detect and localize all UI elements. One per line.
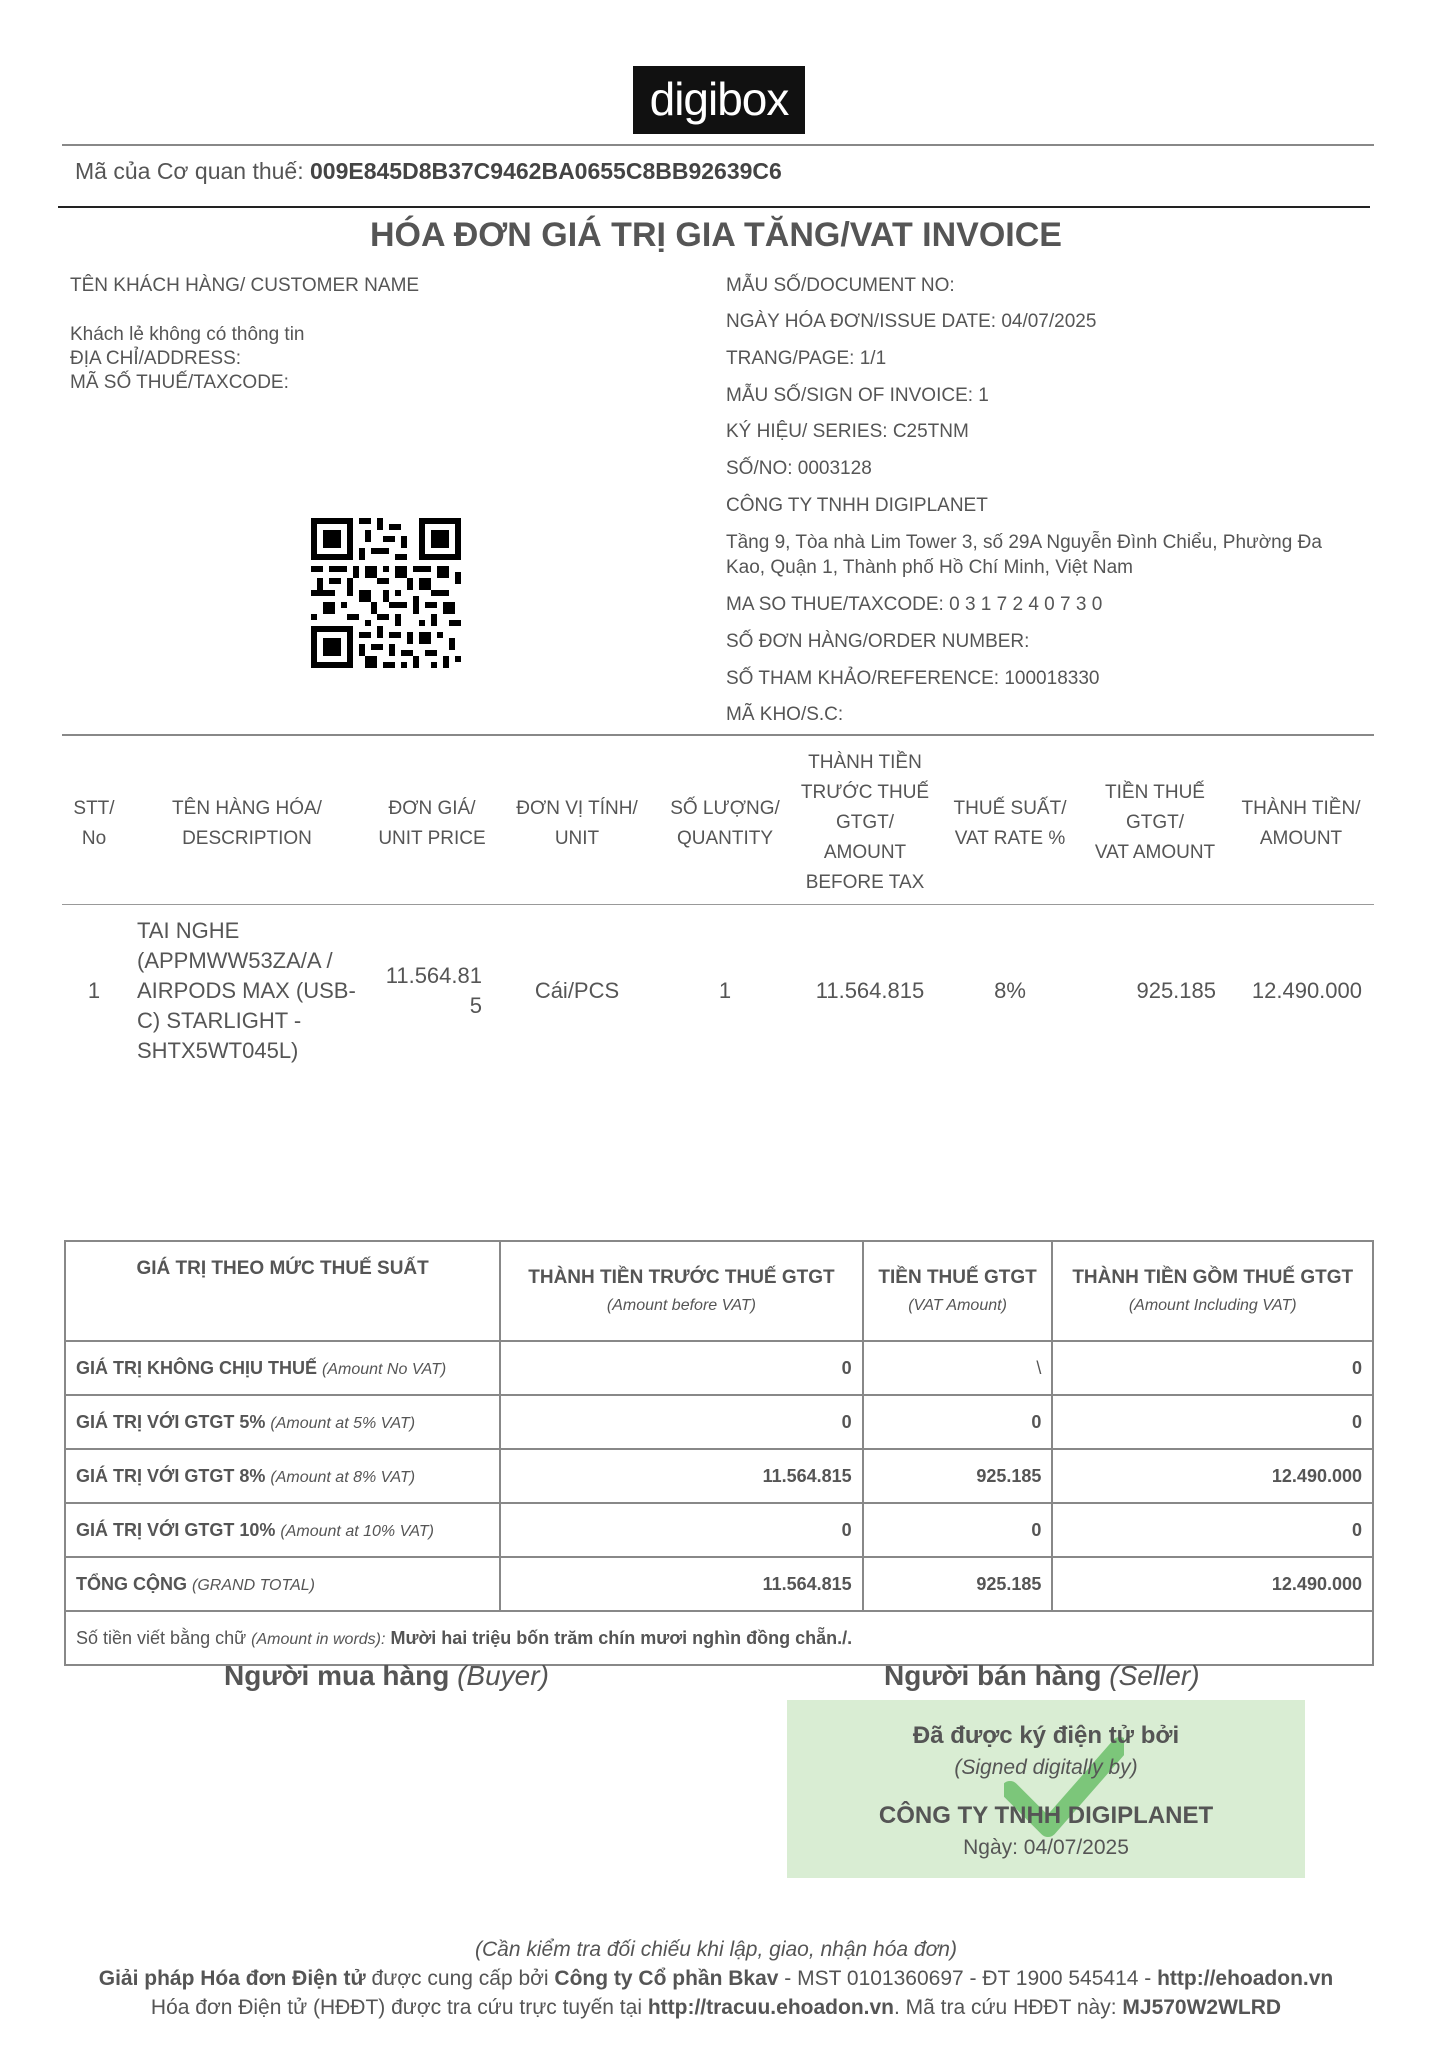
seller-taxcode: MA SO THUE/TAXCODE: 0 3 1 7 2 4 0 7 3 0 (726, 594, 1103, 615)
tax-authority-code (75, 158, 782, 185)
signed-by-label-en: (Signed digitally by) (954, 1756, 1138, 1779)
divider (62, 734, 1374, 736)
customer-name-value: Khách lẻ không có thông tin (70, 324, 305, 345)
item-unit: Cái/PCS (534, 978, 620, 1003)
summary-row-label (65, 1557, 500, 1611)
signed-date: Ngày: 04/07/2025 (963, 1836, 1129, 1859)
header-subtitle: (Amount before VAT) (606, 1297, 756, 1314)
summary-before-vat: 11.564.815 (500, 1557, 862, 1611)
item-amount: 12.490.000 (1251, 978, 1362, 1003)
summary-row-label (65, 1395, 500, 1449)
summary-header-row (65, 1241, 1373, 1341)
col-header-amount-before-tax (790, 748, 940, 898)
footer-text: Hóa đơn Điện tử (HĐĐT) được tra cứu trực tuyến tại (150, 1996, 648, 2019)
footer-text: Công ty Cổ phần Bkav (554, 1967, 779, 1990)
item-amount-before-tax: 11.564.815 (815, 978, 925, 1003)
issue-date: NGÀY HÓA ĐƠN/ISSUE DATE: 04/07/2025 (726, 311, 1097, 332)
seller-signature-label (884, 1660, 1200, 1692)
header-line: STT/ (73, 798, 115, 819)
summary-row (65, 1503, 1373, 1557)
header-subtitle: (VAT Amount) (908, 1297, 1007, 1314)
summary-row-label (65, 1503, 500, 1557)
footer-provider (0, 1967, 1432, 1991)
col-header-no (62, 794, 126, 854)
header-subtitle: (Amount Including VAT) (1128, 1297, 1297, 1314)
words-label: Số tiền viết bằng chữ (76, 1627, 247, 1648)
header-line: BEFORE TAX (805, 872, 925, 893)
summary-row (65, 1449, 1373, 1503)
footer-text: - MST 0101360697 - ĐT 1900 545414 - (778, 1967, 1158, 1990)
warehouse-code: MÃ KHO/S.C: (726, 704, 844, 725)
summary-including-vat: 0 (1052, 1395, 1373, 1449)
tax-authority-value: 009E845D8B37C9462BA0655C8BB92639C6 (310, 158, 782, 184)
row-label: GIÁ TRỊ VỚI GTGT 8% (76, 1465, 266, 1486)
header-line: THÀNH TIỀN (808, 752, 922, 773)
col-header-vat-amount (1080, 778, 1230, 868)
header-line: QUANTITY (676, 828, 774, 849)
summary-before-vat: 0 (500, 1395, 862, 1449)
amount-in-words-row (65, 1611, 1373, 1665)
tracuu-link[interactable]: http://tracuu.ehoadon.vn (647, 1996, 894, 2019)
amount-in-words (65, 1611, 1373, 1665)
col-header-amount (1232, 794, 1370, 854)
words-label-en: (Amount in words): (251, 1630, 386, 1648)
seller-label-en: (Seller) (1109, 1660, 1200, 1691)
summary-row (65, 1395, 1373, 1449)
page-number: TRANG/PAGE: 1/1 (726, 348, 887, 369)
header-line: VAT AMOUNT (1094, 842, 1216, 863)
col-header-description (150, 794, 344, 854)
header-line: GTGT/ (835, 812, 895, 833)
col-header-vat-rate (944, 794, 1076, 854)
col-header-unit-price (370, 794, 494, 854)
row-label: GIÁ TRỊ VỚI GTGT 5% (76, 1411, 266, 1432)
lookup-code: MJ570W2WLRD (1122, 1996, 1282, 2019)
item-vat-rate: 8% (994, 978, 1026, 1003)
seller-address-line-2: Kao, Quận 1, Thành phố Hồ Chí Minh, Việt Nam (726, 557, 1133, 578)
col-header-unit (506, 794, 648, 854)
description-line: (APPMWW53ZA/A / (137, 948, 333, 973)
summary-including-vat: 12.490.000 (1052, 1449, 1373, 1503)
header-title: GIÁ TRỊ THEO MỨC THUẾ SUẤT (136, 1258, 429, 1279)
header-line: DESCRIPTION (182, 828, 312, 849)
summary-header-vat-amount (863, 1241, 1053, 1341)
item-vat-amount: 925.185 (1136, 978, 1216, 1003)
row-label-en: (Amount at 8% VAT) (270, 1468, 416, 1486)
reference-number: SỐ THAM KHẢO/REFERENCE: 100018330 (726, 668, 1100, 689)
summary-vat-amount: 0 (863, 1395, 1053, 1449)
words-value: Mười hai triệu bốn trăm chín mươi nghìn đồng chẵn./. (390, 1627, 853, 1648)
row-label-en: (Amount at 10% VAT) (280, 1522, 434, 1540)
divider (58, 206, 1370, 208)
header-line: AMOUNT (823, 842, 907, 863)
customer-name-label: TÊN KHÁCH HÀNG/ CUSTOMER NAME (70, 275, 420, 296)
header-line: GTGT/ (1125, 812, 1185, 833)
summary-including-vat: 12.490.000 (1052, 1557, 1373, 1611)
divider (62, 904, 1374, 905)
header-line: TRƯỚC THUẾ (800, 782, 930, 803)
customer-taxcode-label: MÃ SỐ THUẾ/TAXCODE: (70, 372, 289, 393)
row-label: TỔNG CỘNG (76, 1573, 187, 1594)
summary-before-vat: 0 (500, 1503, 862, 1557)
header-line: UNIT (554, 828, 600, 849)
description-line: AIRPODS MAX (USB- (137, 978, 356, 1003)
footer-text: Giải pháp Hóa đơn Điện tử (98, 1967, 366, 1990)
unit-price-line: 11.564.81 (385, 963, 482, 988)
qr-code-icon (311, 518, 461, 668)
header-line: ĐƠN VỊ TÍNH/ (516, 798, 638, 819)
summary-including-vat: 0 (1052, 1341, 1373, 1395)
customer-address-label: ĐỊA CHỈ/ADDRESS: (70, 348, 242, 369)
summary-before-vat: 0 (500, 1341, 862, 1395)
seller-address-line-1: Tầng 9, Tòa nhà Lim Tower 3, số 29A Nguyễn Đình Chiểu, Phường Đa (726, 532, 1322, 553)
item-description (137, 916, 367, 1066)
header-line: TÊN HÀNG HÓA/ (172, 798, 322, 819)
header-title: THÀNH TIỀN TRƯỚC THUẾ GTGT (528, 1267, 835, 1288)
col-header-quantity (660, 794, 790, 854)
summary-including-vat: 0 (1052, 1503, 1373, 1557)
row-label-en: (Amount No VAT) (322, 1360, 447, 1378)
header-line: SỐ LƯỢNG/ (670, 798, 780, 819)
sign-of-invoice: MẪU SỐ/SIGN OF INVOICE: 1 (726, 385, 989, 406)
footer-lookup (0, 1996, 1432, 2020)
summary-vat-amount: 925.185 (863, 1449, 1053, 1503)
summary-header-rate (65, 1241, 500, 1341)
seller-label: Người bán hàng (884, 1660, 1102, 1691)
footer-note: (Cần kiểm tra đối chiếu khi lập, giao, nhận hóa đơn) (475, 1938, 957, 1961)
row-label-en: (Amount at 5% VAT) (270, 1414, 416, 1432)
summary-before-vat: 11.564.815 (500, 1449, 862, 1503)
header-title: TIỀN THUẾ GTGT (878, 1267, 1037, 1288)
summary-row (65, 1341, 1373, 1395)
vat-summary-table (64, 1240, 1374, 1666)
row-label: GIÁ TRỊ KHÔNG CHỊU THUẾ (76, 1357, 317, 1378)
row-label: GIÁ TRỊ VỚI GTGT 10% (76, 1519, 276, 1540)
invoice-series: KÝ HIỆU/ SERIES: C25TNM (726, 421, 969, 442)
header-line: UNIT PRICE (378, 828, 486, 849)
header-line: AMOUNT (1259, 828, 1343, 849)
footer-text: được cung cấp bởi (365, 1967, 555, 1990)
summary-vat-amount: 0 (863, 1503, 1053, 1557)
summary-header-before-vat (500, 1241, 862, 1341)
header-title: THÀNH TIỀN GỒM THUẾ GTGT (1072, 1267, 1354, 1288)
document-no: MẪU SỐ/DOCUMENT NO: (726, 275, 955, 296)
description-line: C) STARLIGHT - (137, 1008, 302, 1033)
header-line: No (81, 828, 107, 849)
signer-name: CÔNG TY TNHH DIGIPLANET (878, 1802, 1214, 1829)
summary-vat-amount: \ (863, 1341, 1053, 1395)
buyer-label-en: (Buyer) (457, 1660, 549, 1691)
summary-vat-amount: 925.185 (863, 1557, 1053, 1611)
summary-row-label (65, 1341, 500, 1395)
unit-price-line: 5 (469, 993, 482, 1018)
header-line: THUẾ SUẤT/ (953, 798, 1067, 819)
invoice-number: SỐ/NO: 0003128 (726, 458, 872, 479)
order-number: SỐ ĐƠN HÀNG/ORDER NUMBER: (726, 631, 1030, 652)
seller-name: CÔNG TY TNHH DIGIPLANET (726, 495, 988, 516)
row-label-en: (GRAND TOTAL) (192, 1576, 315, 1594)
footer-text: . Mã tra cứu HĐĐT này: (893, 1996, 1123, 2019)
summary-row-label (65, 1449, 500, 1503)
description-line: TAI NGHE (137, 918, 240, 943)
header-line: ĐƠN GIÁ/ (388, 798, 476, 819)
digibox-logo: digibox (633, 66, 805, 134)
summary-header-including-vat (1052, 1241, 1373, 1341)
item-no: 1 (87, 978, 101, 1003)
header-line: TIỀN THUẾ (1105, 782, 1205, 803)
buyer-signature-label (224, 1660, 549, 1692)
tax-authority-label: Mã của Cơ quan thuế: (75, 158, 304, 184)
signed-by-label: Đã được ký điện tử bởi (912, 1722, 1180, 1749)
item-unit-price (370, 961, 482, 1021)
summary-grand-total-row (65, 1557, 1373, 1611)
header-line: VAT RATE % (954, 828, 1066, 849)
item-quantity: 1 (718, 978, 732, 1003)
ehoadon-link[interactable]: http://ehoadon.vn (1157, 1967, 1334, 1990)
buyer-label: Người mua hàng (224, 1660, 450, 1691)
header-line: THÀNH TIỀN/ (1241, 798, 1361, 819)
invoice-title: HÓA ĐƠN GIÁ TRỊ GIA TĂNG/VAT INVOICE (369, 216, 1062, 254)
description-line: SHTX5WT045L) (137, 1038, 299, 1063)
divider (62, 144, 1374, 146)
